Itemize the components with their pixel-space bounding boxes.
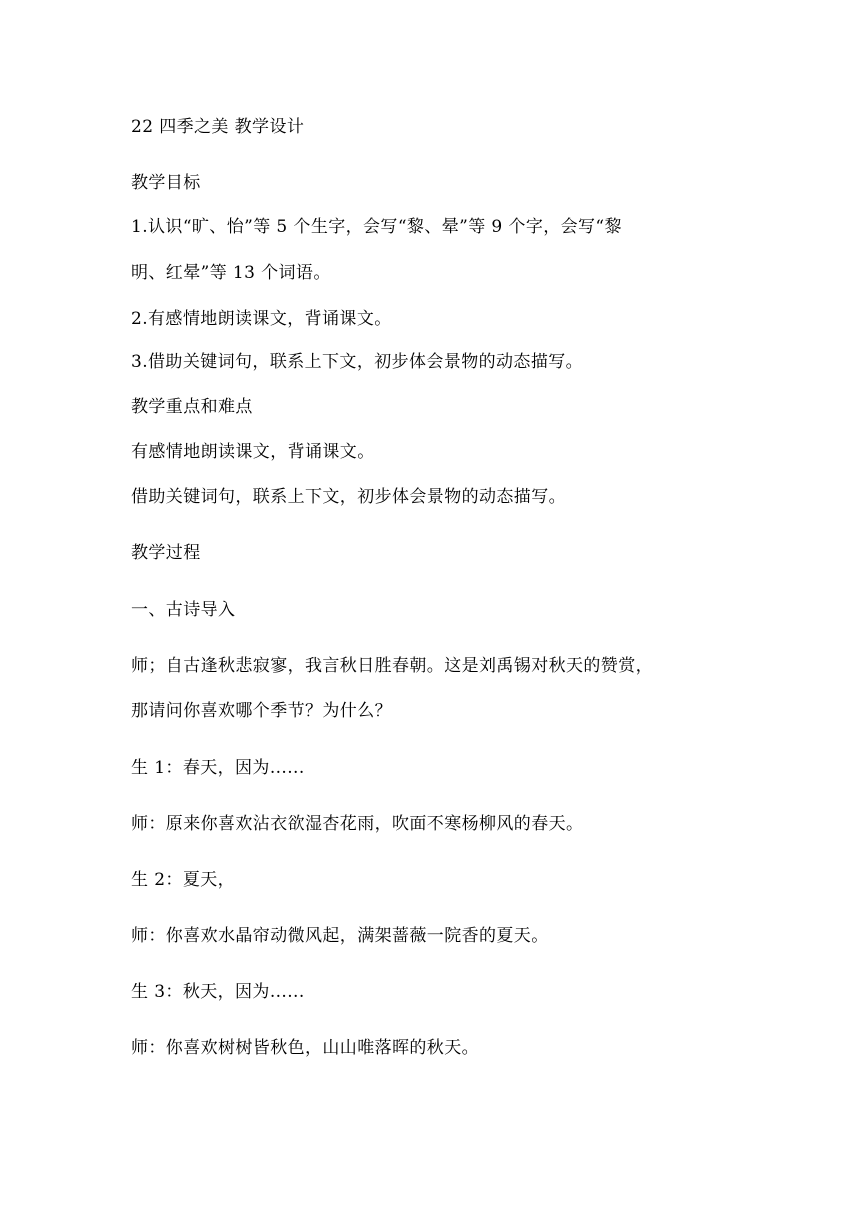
goal-2: 2.有感情地朗读课文，背诵课文。 [131,309,392,329]
key-points-heading: 教学重点和难点 [131,397,253,417]
dialogue-line: 师：原来你喜欢沾衣欲湿杏花雨，吹面不寒杨柳风的春天。 [131,814,584,834]
goal-1-line-1: 1.认识“旷、怡”等 5 个生字，会写“黎、晕”等 9 个字，会写“黎 [131,217,622,237]
document-title: 22 四季之美 教学设计 [131,117,305,137]
section-1-heading: 一、古诗导入 [131,600,236,620]
dialogue-line: 师；自古逢秋悲寂寥，我言秋日胜春朝。这是刘禹锡对秋天的赞赏， [131,656,653,676]
goal-1-line-2: 明、红晕”等 13 个词语。 [131,263,331,283]
goals-heading: 教学目标 [131,173,201,193]
dialogue-line: 生 2：夏天， [131,870,236,890]
dialogue-line: 生 3：秋天，因为...... [131,982,305,1002]
key-point-2: 借助关键词句，联系上下文，初步体会景物的动态描写。 [131,487,566,507]
dialogue-line: 师：你喜欢水晶帘动微风起，满架蔷薇一院香的夏天。 [131,926,549,946]
key-point-1: 有感情地朗读课文，背诵课文。 [131,442,375,462]
dialogue-line: 生 1：春天，因为...... [131,758,305,778]
dialogue-line: 那请问你喜欢哪个季节？为什么？ [131,701,392,721]
process-heading: 教学过程 [131,543,201,563]
goal-3: 3.借助关键词句，联系上下文，初步体会景物的动态描写。 [131,352,584,372]
dialogue-line: 师：你喜欢树树皆秋色，山山唯落晖的秋天。 [131,1038,479,1058]
